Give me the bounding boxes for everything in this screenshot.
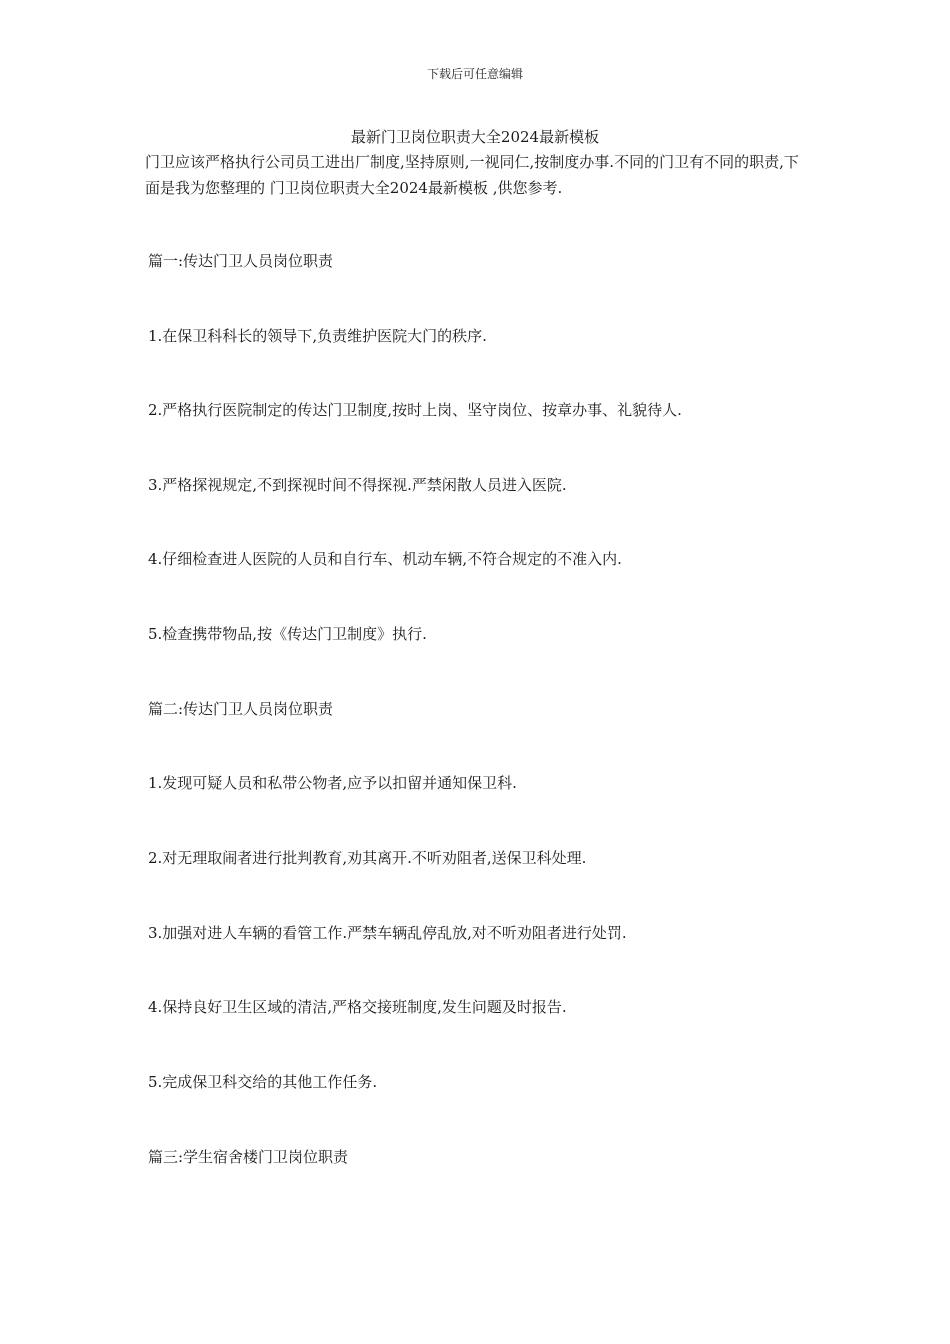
- list-item: 5.检查携带物品,按《传达门卫制度》执行.: [148, 625, 427, 643]
- list-item: 1.发现可疑人员和私带公物者,应予以扣留并通知保卫科.: [148, 774, 517, 792]
- header-note: 下载后可任意编辑: [426, 67, 523, 81]
- section-heading: 篇三:学生宿舍楼门卫岗位职责: [148, 1148, 349, 1166]
- list-item: 4.保持良好卫生区域的清洁,严格交接班制度,发生问题及时报告.: [148, 998, 567, 1016]
- list-item: 3.严格探视规定,不到探视时间不得探视.严禁闲散人员进入医院.: [148, 476, 567, 494]
- list-item: 5.完成保卫科交给的其他工作任务.: [148, 1073, 378, 1091]
- list-item: 4.仔细检查进人医院的人员和自行车、机动车辆,不符合规定的不准入内.: [148, 550, 622, 568]
- list-item: 2.严格执行医院制定的传达门卫制度,按时上岗、坚守岗位、按章办事、礼貌待人.: [148, 401, 682, 419]
- document-title: 最新门卫岗位职责大全2024最新模板: [350, 128, 600, 146]
- section-heading: 篇二:传达门卫人员岗位职责: [148, 700, 334, 718]
- list-item: 2.对无理取闹者进行批判教育,劝其离开.不听劝阻者,送保卫科处理.: [148, 849, 587, 867]
- list-item: 3.加强对进人车辆的看管工作.严禁车辆乱停乱放,对不听劝阻者进行处罚.: [148, 924, 627, 942]
- intro-paragraph: 门卫应该严格执行公司员工进出厂制度,坚持原则,一视同仁,按制度办事.不同的门卫有不同的职责,下面是我为您整理的 门卫岗位职责大全2024最新模板 ,供您参考.: [145, 153, 799, 197]
- list-item: 1.在保卫科科长的领导下,负责维护医院大门的秩序.: [148, 327, 487, 345]
- section-heading: 篇一:传达门卫人员岗位职责: [148, 252, 334, 270]
